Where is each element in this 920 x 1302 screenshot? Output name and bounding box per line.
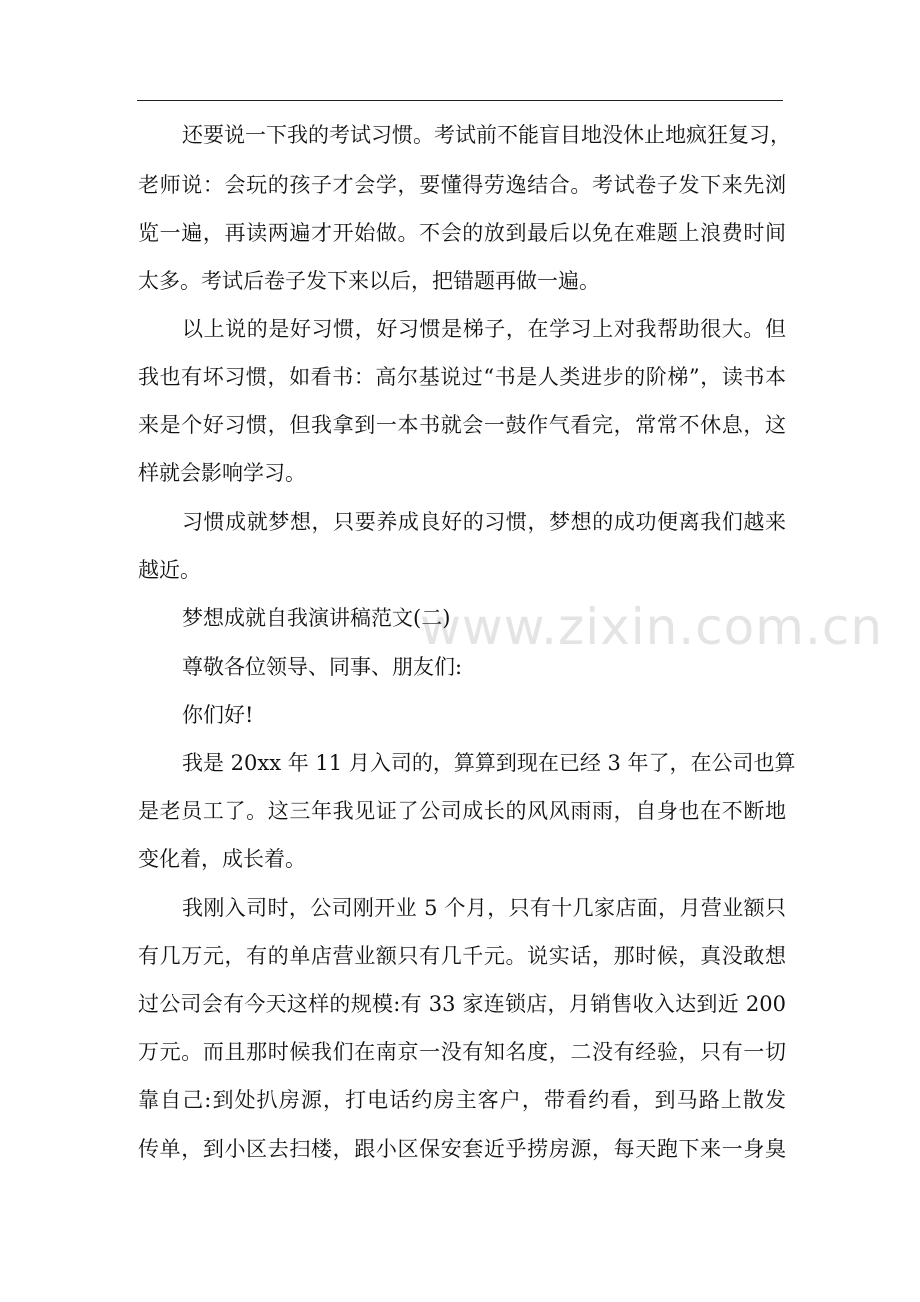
text-line: 老师说：会玩的孩子才会学，要懂得劳逸结合。考试卷子发下来先浏 — [138, 173, 786, 197]
text-line: 是老员工了。这三年我见证了公司成长的风风雨雨，自身也在不断地 — [138, 799, 786, 823]
watermark-text: www.zixin.com.cn — [420, 598, 884, 656]
text-line: 以上说的是好习惯，好习惯是梯子，在学习上对我帮助很大。但 — [182, 317, 786, 341]
text-line: 我也有坏习惯，如看书：高尔基说过“书是人类进步的阶梯”，读书本 — [138, 365, 786, 389]
salutation: 尊敬各位领导、同事、朋友们: — [182, 655, 463, 679]
text-line: 过公司会有今天这样的规模:有 33 家连锁店，月销售收入达到近 200 — [138, 992, 786, 1016]
text-line: 习惯成就梦想，只要养成良好的习惯，梦想的成功便离我们越来 — [182, 510, 786, 534]
text-line: 有几万元，有的单店营业额只有几千元。说实话，那时候，真没敢想 — [138, 944, 786, 968]
text-line: 我是 20xx 年 11 月入司的，算算到现在已经 3 年了，在公司也算 — [182, 751, 796, 775]
text-line: 越近。 — [138, 558, 201, 582]
text-line: 我刚入司时，公司刚开业 5 个月，只有十几家店面，月营业额只 — [182, 896, 786, 920]
text-line: 来是个好习惯，但我拿到一本书就会一鼓作气看完，常常不休息，这 — [138, 413, 786, 437]
section-title: 梦想成就自我演讲稿范文(二) — [182, 606, 451, 630]
text-line: 太多。考试后卷子发下来以后，把错题再做一遍。 — [138, 269, 600, 293]
text-line: 还要说一下我的考试习惯。考试前不能盲目地没休止地疯狂复习， — [182, 123, 791, 147]
greeting: 你们好! — [182, 703, 254, 727]
text-line: 变化着，成长着。 — [138, 847, 306, 871]
text-line: 传单，到小区去扫楼，跟小区保安套近乎捞房源，每天跑下来一身臭 — [138, 1137, 786, 1161]
header-rule — [137, 100, 783, 101]
text-line: 样就会影响学习。 — [138, 461, 306, 485]
text-line: 靠自己:到处扒房源，打电话约房主客户，带看约看，到马路上散发 — [138, 1088, 786, 1112]
text-line: 览一遍，再读两遍才开始做。不会的放到最后以免在难题上浪费时间 — [138, 221, 786, 245]
text-line: 万元。而且那时候我们在南京一没有知名度，二没有经验，只有一切 — [138, 1040, 786, 1064]
